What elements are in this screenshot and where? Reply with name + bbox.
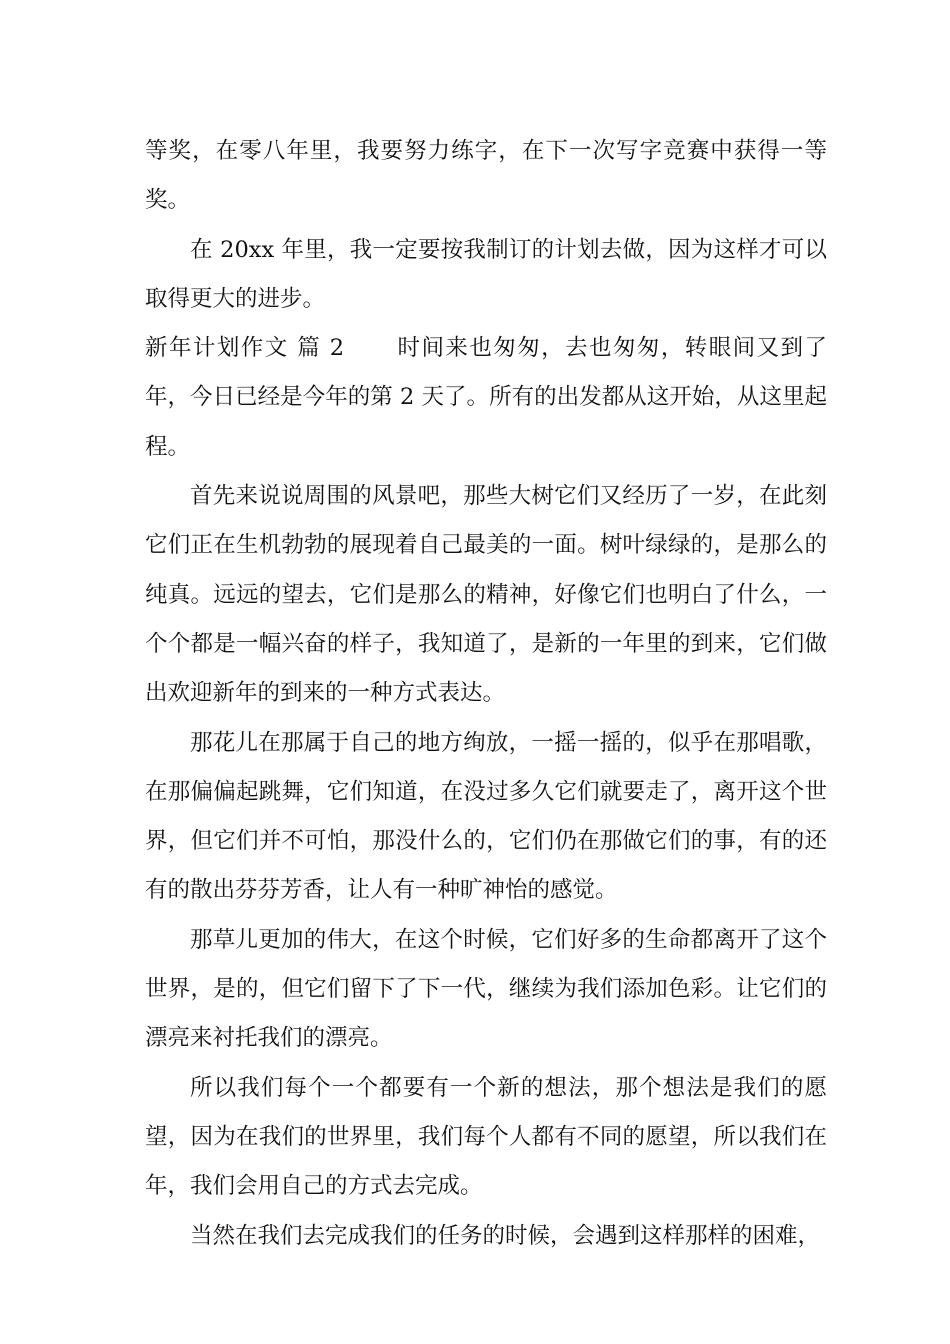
section-heading-paragraph [145, 324, 827, 472]
paragraph-grass: 那草儿更加的伟大，在这个时候，它们好多的生命都离开了这个世界，是的，但它们留下了下一代，继续为我们添加色彩。让它们的漂亮来衬托我们的漂亮。 [145, 926, 827, 1052]
paragraph-wishes: 所以我们每个一个都要有一个新的想法，那个想法是我们的愿望，因为在我们的世界里，我们每个人都有不同的愿望，所以我们在年，我们会用自己的方式去完成。 [145, 1074, 827, 1200]
section-heading: 新年计划作文 篇 2 [145, 335, 345, 362]
paragraph-2: 在 20xx 年里，我一定要按我制订的计划去做，因为这样才可以取得更大的进步。 [145, 236, 827, 312]
paragraph-scenery: 首先来说说周围的风景吧，那些大树它们又经历了一岁，在此刻它们正在生机勃勃的展现着自己最美的一面。树叶绿绿的，是那么的纯真。远远的望去，它们是那么的精神，好像它们也明白了什么，一个个都是一幅兴奋的样子，我知道了，是新的一年里的到来，它们做出欢迎新年的到来的一种方式表达。 [145, 483, 827, 707]
paragraph-flowers: 那花儿在那属于自己的地方绚放，一摇一摇的，似乎在那唱歌，在那偏偏起跳舞，它们知道，在没过多久它们就要走了，离开这个世界，但它们并不可怕，那没什么的，它们仍在那做它们的事，有的还有的散出芬芬芳香，让人有一种旷神怡的感觉。 [145, 729, 827, 904]
section-first-text: 时间来也匆匆，去也匆匆，转眼间又到了年，今日已经是今年的第 2 天了。所有的出发都从这开始，从这里起程。 [145, 335, 827, 460]
document-body [145, 127, 827, 1261]
paragraph-difficulties: 当然在我们去完成我们的任务的时候，会遇到这样那样的困难， [190, 1222, 821, 1249]
paragraph-1: 等奖，在零八年里，我要努力练字，在下一次写字竞赛中获得一等奖。 [145, 138, 827, 214]
